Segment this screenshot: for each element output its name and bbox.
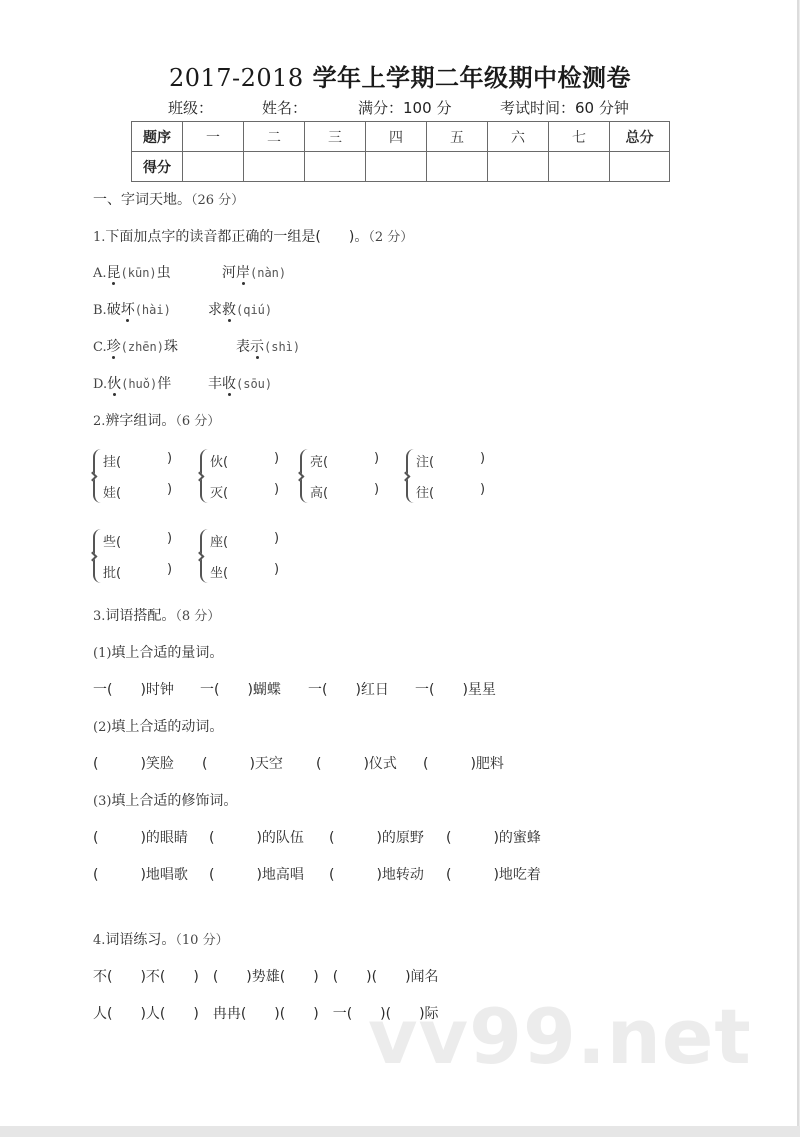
q1-points: （2 分） xyxy=(368,230,414,245)
word-pair-group-2: 伙( ) 灭( ) xyxy=(200,449,295,507)
q3-sub3-item: ( )的眼睛 xyxy=(93,830,188,846)
score-cell[interactable] xyxy=(488,152,549,182)
q4-text: 词语练习。 xyxy=(105,932,176,948)
q1-option-a-word2: 河岸(nàn) xyxy=(222,265,287,281)
exam-title xyxy=(0,58,800,93)
brace-icon xyxy=(406,449,416,503)
q3-sub3-item: ( )的队伍 xyxy=(209,830,304,846)
q3-text: 词语搭配。 xyxy=(105,608,176,624)
q2-prompt: 2.辨字组词。（6 分） xyxy=(93,413,221,429)
brace-icon xyxy=(93,449,103,503)
time-label: 考试时间： xyxy=(500,99,576,117)
q3-sub3-item: ( )的原野 xyxy=(329,830,424,846)
q3-sub2-prompt: (2)填上合适的动词。 xyxy=(93,719,224,735)
q4-points: （10 分） xyxy=(175,933,229,948)
q1-option-a: A.昆(kūn)虫 xyxy=(93,265,171,281)
score-cell[interactable] xyxy=(366,152,427,182)
brace-icon xyxy=(200,449,210,503)
page-bottom-strip xyxy=(0,1126,800,1137)
q3-sub2-item: ( )笑脸 xyxy=(93,756,174,772)
q3-sub1-item: 一( )红日 xyxy=(308,682,389,698)
column-5-header: 五 xyxy=(427,122,488,152)
q1-option-b: B.破坏(hài) xyxy=(93,302,171,318)
watermark-text: vv99.net xyxy=(368,992,752,1081)
score-table-score-row xyxy=(132,152,670,182)
q3-prompt: 3.词语搭配。（8 分） xyxy=(93,608,221,624)
q1-prompt: 1.下面加点字的读音都正确的一组是( )。（2 分） xyxy=(93,229,414,245)
score-cell[interactable] xyxy=(244,152,305,182)
q4-row-1: 不( )不( ) ( )势雄( ) ( )( )闻名 xyxy=(93,969,439,985)
column-2-header: 二 xyxy=(244,122,305,152)
total-header: 总分 xyxy=(610,122,670,152)
score-cell[interactable] xyxy=(549,152,610,182)
class-label: 班级： xyxy=(168,99,214,117)
q3-sub1-item: 一( )蝴蝶 xyxy=(200,682,281,698)
column-6-header: 六 xyxy=(488,122,549,152)
question-order-header: 题序 xyxy=(132,122,183,152)
brace-icon xyxy=(93,529,103,583)
time-unit: 分钟 xyxy=(598,99,629,117)
q1-option-d: D.伙(huǒ)伴 xyxy=(93,376,172,392)
q1-option-c: C.珍(zhēn)珠 xyxy=(93,339,178,355)
q1-text: 下面加点字的读音都正确的一组是( )。 xyxy=(105,229,369,245)
score-cell[interactable] xyxy=(183,152,244,182)
q3-sub3-item: ( )地高唱 xyxy=(209,867,304,883)
q3-sub3-item: ( )地唱歌 xyxy=(93,867,188,883)
q3-sub3-item: ( )的蜜蜂 xyxy=(446,830,541,846)
word-pair-group-5: 些( ) 批( ) xyxy=(93,529,188,587)
word-pair-group-4: 注( ) 往( ) xyxy=(406,449,501,507)
time-value: 60 xyxy=(575,99,595,117)
section-1-title: 一、字词天地。 xyxy=(93,192,191,208)
brace-icon xyxy=(200,529,210,583)
score-table xyxy=(131,121,670,182)
word-pair-group-3: 亮( ) 高( ) xyxy=(300,449,395,507)
q1-option-b-word2: 求救(qiú) xyxy=(208,302,273,318)
column-3-header: 三 xyxy=(305,122,366,152)
title-year: 2017-2018 xyxy=(168,64,304,92)
q3-points: （8 分） xyxy=(175,609,221,624)
q3-sub2-item: ( )肥料 xyxy=(423,756,504,772)
q3-sub1-item: 一( )时钟 xyxy=(93,682,174,698)
column-1-header: 一 xyxy=(183,122,244,152)
full-score-value: 100 xyxy=(403,99,432,117)
column-7-header: 七 xyxy=(549,122,610,152)
score-cell[interactable] xyxy=(305,152,366,182)
q1-option-d-word2: 丰收(sōu) xyxy=(208,376,273,392)
q3-sub2-item: ( )仪式 xyxy=(316,756,397,772)
full-score xyxy=(358,97,451,118)
column-4-header: 四 xyxy=(366,122,427,152)
word-pair-group-1: 挂( ) 娃( ) xyxy=(93,449,188,507)
name-label: 姓名： xyxy=(262,99,308,117)
q1-option-c-word2: 表示(shì) xyxy=(236,339,301,355)
q4-prompt: 4.词语练习。（10 分） xyxy=(93,932,229,948)
q2-text: 辨字组词。 xyxy=(105,413,176,429)
q3-sub3-item: ( )地转动 xyxy=(329,867,424,883)
q3-sub1-item: 一( )星星 xyxy=(415,682,496,698)
score-cell[interactable] xyxy=(427,152,488,182)
q2-points: （6 分） xyxy=(175,414,221,429)
score-row-header: 得分 xyxy=(132,152,183,182)
q3-sub2-item: ( )天空 xyxy=(202,756,283,772)
total-score-cell[interactable] xyxy=(610,152,670,182)
q3-sub3-item: ( )地吃着 xyxy=(446,867,541,883)
q4-row-2: 人( )人( ) 冉冉( )( ) 一( )( )际 xyxy=(93,1006,439,1022)
section-1-points: （26 分） xyxy=(191,193,245,208)
q3-sub1-prompt: (1)填上合适的量词。 xyxy=(93,645,224,661)
section-1-heading xyxy=(93,189,244,209)
word-pair-group-6: 座( ) 坐( ) xyxy=(200,529,295,587)
title-text: 学年上学期二年级期中检测卷 xyxy=(312,64,632,92)
full-score-unit: 分 xyxy=(436,99,452,117)
brace-icon xyxy=(300,449,310,503)
full-score-label: 满分： xyxy=(358,99,404,117)
q3-sub3-prompt: (3)填上合适的修饰词。 xyxy=(93,793,238,809)
exam-time xyxy=(500,97,629,118)
score-table-header-row xyxy=(132,122,670,152)
